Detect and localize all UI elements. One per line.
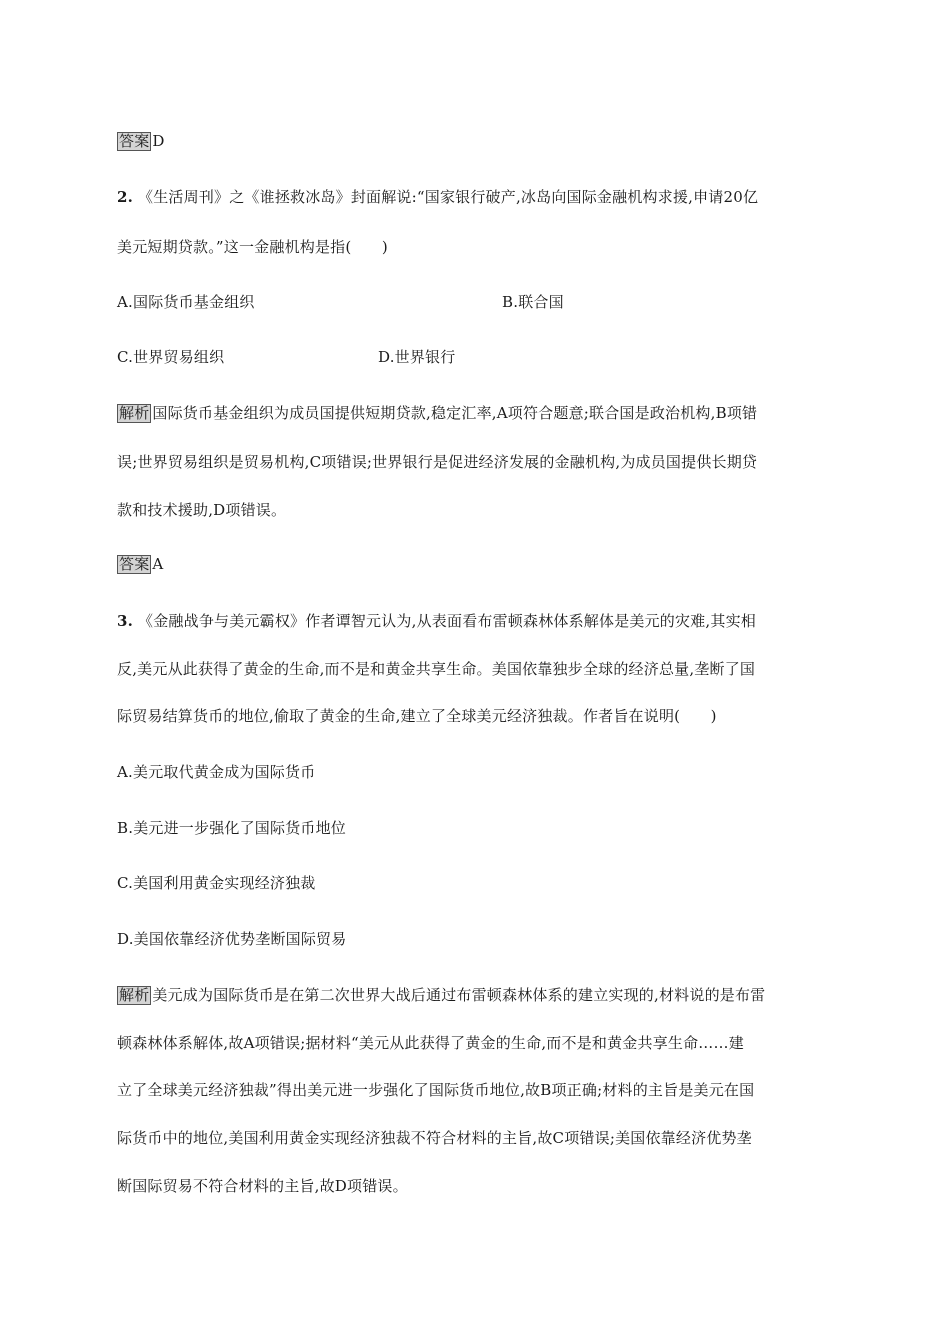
q2-stem-line-1 — [117, 187, 758, 207]
option-b: B.联合国 — [502, 293, 564, 311]
q3-stem-line-2: 反,美元从此获得了黄金的生命,而不是和黄金共享生命。美国依靠独步全球的经济总量,垄断了国 — [117, 660, 756, 678]
answer-tag: 答案 — [119, 132, 150, 150]
q3-stem-line-1 — [117, 611, 756, 631]
q3-analysis-line-5: 断国际贸易不符合材料的主旨,故D项错误。 — [117, 1177, 408, 1195]
option-a: A.国际货币基金组织 — [117, 293, 255, 311]
q3-analysis-line-2: 顿森林体系解体,故A项错误;据材料“美元从此获得了黄金的生命,而不是和黄金共享生命……建 — [117, 1034, 744, 1052]
q3-option-d: D.美国依靠经济优势垄断国际贸易 — [117, 930, 347, 948]
analysis-tag: 解析 — [119, 404, 150, 422]
q3-option-a: A.美元取代黄金成为国际货币 — [117, 763, 316, 781]
answer-value: A — [152, 555, 164, 573]
option-c: C.世界贸易组织 — [117, 348, 225, 366]
q2-options-row-1 — [117, 292, 817, 312]
q3-analysis-line-1 — [117, 985, 765, 1005]
q3-analysis-line-4: 际货币中的地位,美国利用黄金实现经济独裁不符合材料的主旨,故C项错误;美国依靠经济优势垄 — [117, 1129, 752, 1147]
q2-analysis-line-3: 款和技术援助,D项错误。 — [117, 501, 287, 519]
q3-option-b: B.美元进一步强化了国际货币地位 — [117, 819, 346, 837]
q2-stem-line-2: 美元短期贷款。”这一金融机构是指( ) — [117, 238, 388, 256]
q3-stem-line-3: 际贸易结算货币的地位,偷取了黄金的生命,建立了全球美元经济独裁。作者旨在说明( ) — [117, 707, 717, 725]
q2-answer — [117, 554, 163, 574]
option-d: D.世界银行 — [378, 348, 456, 366]
q2-analysis-line-1 — [117, 403, 757, 423]
q2-analysis-line-2: 误;世界贸易组织是贸易机构,C项错误;世界银行是促进经济发展的金融机构,为成员国提供长期贷 — [117, 453, 758, 471]
analysis-text: 美元成为国际货币是在第二次世界大战后通过布雷顿森林体系的建立实现的,材料说的是布雷 — [152, 986, 766, 1004]
analysis-text: 国际货币基金组织为成员国提供短期贷款,稳定汇率,A项符合题意;联合国是政治机构,B项错 — [152, 404, 758, 422]
q1-answer — [117, 131, 165, 151]
analysis-tag: 解析 — [119, 986, 150, 1004]
question-number: 3. — [117, 612, 134, 630]
q2-options-row-2 — [117, 347, 817, 367]
question-number: 2. — [117, 188, 134, 206]
q3-option-c: C.美国利用黄金实现经济独裁 — [117, 874, 316, 892]
stem-text: 《生活周刊》之《谁拯救冰岛》封面解说:“国家银行破产,冰岛向国际金融机构求援,申请20亿 — [138, 188, 759, 206]
answer-value: D — [152, 132, 165, 150]
answer-tag: 答案 — [119, 555, 150, 573]
stem-text: 《金融战争与美元霸权》作者谭智元认为,从表面看布雷顿森林体系解体是美元的灾难,其实相 — [138, 612, 756, 630]
q3-analysis-line-3: 立了全球美元经济独裁”得出美元进一步强化了国际货币地位,故B项正确;材料的主旨是美元在国 — [117, 1081, 755, 1099]
